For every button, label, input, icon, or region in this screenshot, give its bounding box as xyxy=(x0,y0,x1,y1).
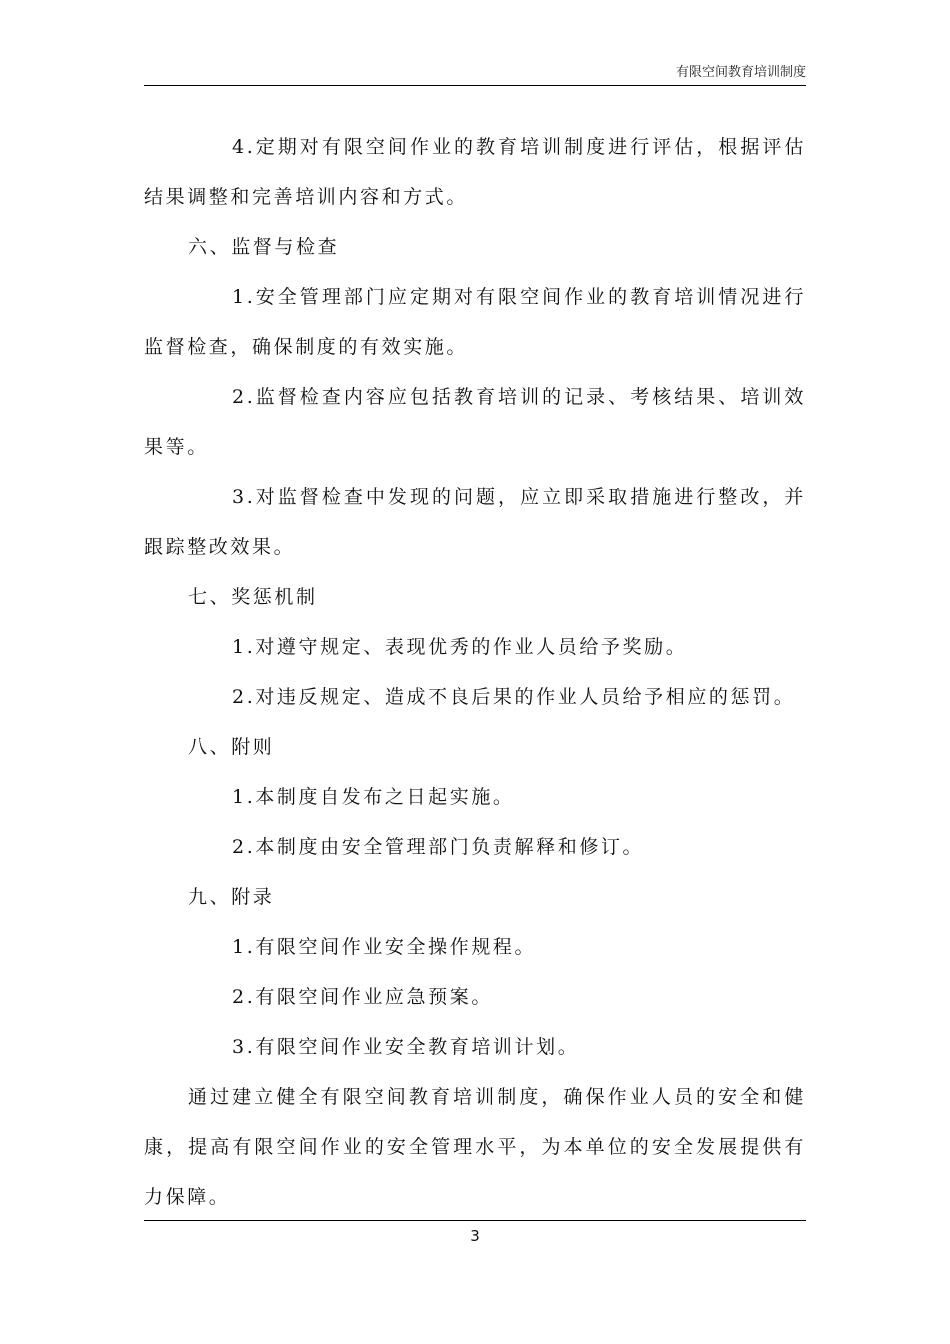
paragraph-item: 1.安全管理部门应定期对有限空间作业的教育培训情况进行监督检查，确保制度的有效实施。 xyxy=(144,286,806,358)
running-header-title: 有限空间教育培训制度 xyxy=(675,65,806,80)
page-number: 3 xyxy=(470,1227,480,1245)
section-heading: 八、附则 xyxy=(188,736,275,758)
paragraph-item: 2.监督检查内容应包括教育培训的记录、考核结果、培训效果等。 xyxy=(144,386,806,458)
paragraph-item: 3.有限空间作业安全教育培训计划。 xyxy=(232,1036,580,1058)
paragraph-item: 1.本制度自发布之日起实施。 xyxy=(232,786,515,808)
paragraph-item: 2.对违反规定、造成不良后果的作业人员给予相应的惩罚。 xyxy=(232,686,796,708)
section-heading: 七、奖惩机制 xyxy=(188,586,318,608)
document-body xyxy=(144,122,806,1222)
paragraph-item: 2.本制度由安全管理部门负责解释和修订。 xyxy=(232,836,645,858)
paragraph-item: 1.对遵守规定、表现优秀的作业人员给予奖励。 xyxy=(232,636,688,658)
footer-divider xyxy=(144,1220,806,1221)
header-divider xyxy=(144,85,806,86)
section-heading: 九、附录 xyxy=(188,886,275,908)
paragraph-item: 1.有限空间作业安全操作规程。 xyxy=(232,936,537,958)
paragraph-item: 4.定期对有限空间作业的教育培训制度进行评估，根据评估结果调整和完善培训内容和方式。 xyxy=(144,136,806,208)
paragraph-item: 2.有限空间作业应急预案。 xyxy=(232,986,493,1008)
paragraph-item: 3.对监督检查中发现的问题，应立即采取措施进行整改，并跟踪整改效果。 xyxy=(144,486,806,558)
section-heading: 六、监督与检查 xyxy=(188,236,340,258)
closing-paragraph: 通过建立健全有限空间教育培训制度，确保作业人员的安全和健康，提高有限空间作业的安全管理水平，为本单位的安全发展提供有力保障。 xyxy=(144,1086,806,1208)
